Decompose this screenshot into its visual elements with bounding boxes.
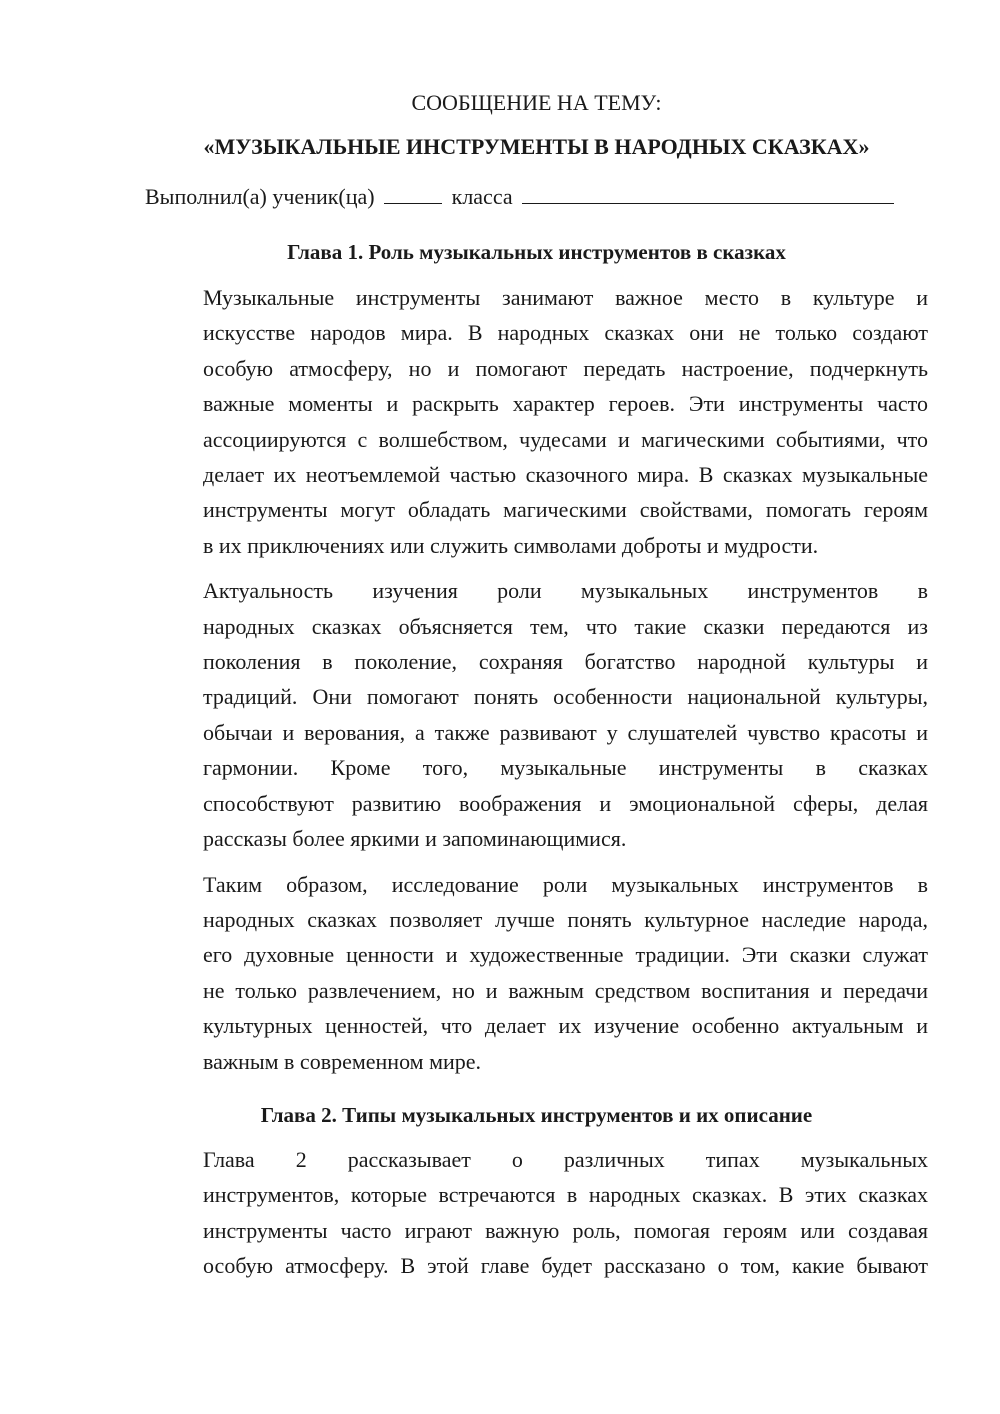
paragraph-line: поколения в поколение, сохраняя богатство народной культуры и	[203, 649, 928, 675]
document-page	[145, 88, 928, 1284]
paragraph-line: способствуют развитию воображения и эмоциональной сферы, делая	[203, 790, 928, 816]
byline-middle: класса	[451, 184, 513, 209]
chapter-1-heading: Глава 1. Роль музыкальных инструментов в сказках	[287, 240, 786, 264]
paragraph-line: делает их неотъемлемой частью сказочного мира. В сказках музыкальные	[203, 462, 928, 488]
paragraph-line: важным в современном мире.	[203, 1048, 482, 1074]
chapter-2-heading: Глава 2. Типы музыкальных инструментов и их описание	[260, 1102, 813, 1127]
paragraph-line: народных сказках объясняется тем, что такие сказки передаются из	[203, 613, 928, 639]
paragraph-line: рассказы более яркими и запоминающимися.	[203, 826, 627, 852]
paragraph-line: народных сказках позволяет лучше понять культурное наследие народа,	[203, 906, 928, 932]
paragraph-line: его духовные ценности и художественные традиции. Эти сказки служат	[203, 942, 928, 968]
paragraph-line: Глава 2 рассказывает о различных типах музыкальных	[203, 1146, 928, 1172]
paragraph-line: инструментов, которые встречаются в народных сказках. В этих сказках	[203, 1182, 928, 1208]
paragraph-line: особую атмосферу. В этой главе будет рассказано о том, какие бывают	[203, 1253, 928, 1279]
paragraph-line: инструменты часто играют важную роль, помогая героям или создавая	[203, 1217, 928, 1243]
document-title-line-2: «МУЗЫКАЛЬНЫЕ ИНСТРУМЕНТЫ В НАРОДНЫХ СКАЗКАХ»	[203, 134, 870, 159]
paragraph-line: Актуальность изучения роли музыкальных инструментов в	[203, 578, 928, 604]
paragraph-line: не только развлечением, но и важным средством воспитания и передачи	[203, 977, 928, 1003]
author-byline	[145, 182, 928, 212]
student-name-blank	[522, 183, 894, 204]
paragraph-line: обычаи и верования, а также развивают у слушателей чувство красоты и	[203, 719, 928, 745]
paragraph-line: гармонии. Кроме того, музыкальные инструменты в сказках	[203, 755, 928, 781]
chapter-1-paragraph-1	[145, 280, 928, 563]
paragraph-line: культурных ценностей, что делает их изучение особенно актуальным и	[203, 1013, 928, 1039]
document-title-line-1: СООБЩЕНИЕ НА ТЕМУ:	[411, 90, 662, 115]
paragraph-line: традиций. Они помогают понять особенности национальной культуры,	[203, 684, 928, 710]
paragraph-line: в их приключениях или служить символами доброты и мудрости.	[203, 532, 819, 558]
paragraph-line: инструменты могут обладать магическими свойствами, помогать героям	[203, 497, 928, 523]
paragraph-line: важные моменты и раскрыть характер героев. Эти инструменты часто	[203, 391, 928, 417]
byline-prefix: Выполнил(а) ученик(ца)	[145, 184, 375, 209]
paragraph-line: особую атмосферу, но и помогают передать настроение, подчеркнуть	[203, 355, 928, 381]
paragraph-line: ассоциируются с волшебством, чудесами и магическими событиями, что	[203, 426, 928, 452]
paragraph-line: Музыкальные инструменты занимают важное место в культуре и	[203, 285, 928, 310]
chapter-1-paragraph-3	[145, 867, 928, 1079]
paragraph-line: искусстве народов мира. В народных сказках они не только создают	[203, 320, 928, 346]
chapter-2-paragraph-1	[145, 1142, 928, 1284]
chapter-1-paragraph-2	[145, 573, 928, 856]
class-number-blank	[384, 183, 442, 204]
paragraph-line: Таким образом, исследование роли музыкальных инструментов в	[203, 871, 928, 897]
